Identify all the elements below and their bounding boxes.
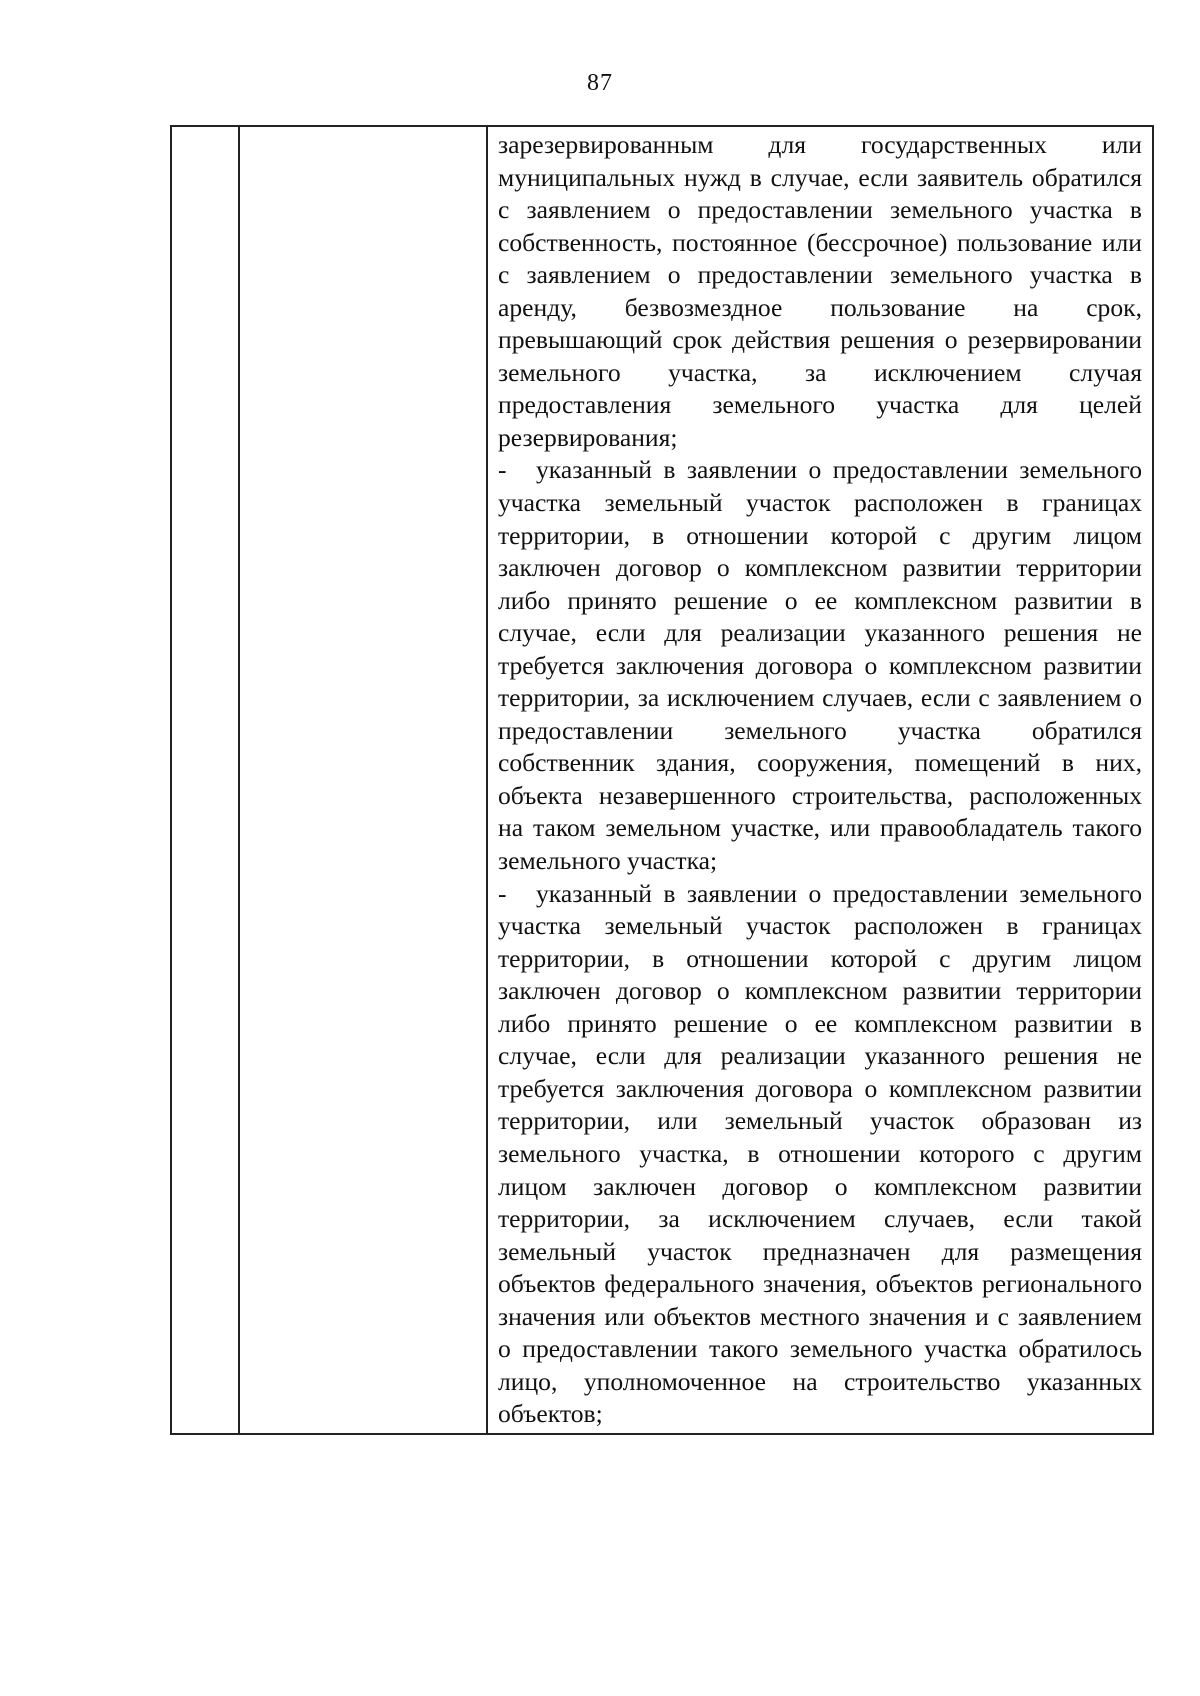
table-row	[171, 126, 1153, 1434]
paragraph-text: зарезервированным для государственных или муниципальных нужд в случае, если заявитель обратился с заявлением о предоставлении земельного участка в собственность, постоянное (бессрочное) пользование или с заявлением о предоставлении земельного участка в аренду, безвозмездное пользование на срок, превышающий срок действия решения о резервировании земельного участка, за исключением случая предоставления земельного участка для целей резервирования;	[498, 130, 1142, 452]
paragraph-dash: -	[498, 455, 507, 485]
paragraph-complex-development-1	[498, 454, 1142, 877]
page-number: 87	[587, 70, 613, 96]
document-table	[170, 125, 1154, 1435]
paragraph-complex-development-2	[498, 878, 1142, 1431]
table-cell-content	[487, 126, 1153, 1434]
paragraph-dash: -	[498, 878, 507, 908]
paragraph-reserved-land	[498, 129, 1142, 454]
paragraph-text: указанный в заявлении о предоставлении земельного участка земельный участок расположен в границах территории, в отношении которой с другим лицом заключен договор о комплексном развитии территории либо принято решение о ее комплексном развитии в случае, если для реализации указанного решения не требуется заключения договора о комплексном развитии территории, или земельный участок образован из земельного участка, в отношении которого с другим лицом заключен договор о комплексном развитии территории, за исключением случаев, если такой земельный участок предназначен для размещения объектов федерального значения, объектов регионального значения или объектов местного значения и с заявлением о предоставлении такого земельного участка обратилось лицо, уполномоченное на строительство указанных объектов;	[498, 878, 1142, 1429]
table-cell-title	[239, 126, 487, 1434]
paragraph-text: указанный в заявлении о предоставлении земельного участка земельный участок расположен в границах территории, в отношении которой с другим лицом заключен договор о комплексном развитии территории либо принято решение о ее комплексном развитии в случае, если для реализации указанного решения не требуется заключения договора о комплексном развитии территории, за исключением случаев, если с заявлением о предоставлении земельного участка обратился собственник здания, сооружения, помещений в них, объекта незавершенного строительства, расположенных на таком земельном участке, или правообладатель такого земельного участка;	[498, 455, 1142, 876]
table-cell-number	[171, 126, 239, 1434]
